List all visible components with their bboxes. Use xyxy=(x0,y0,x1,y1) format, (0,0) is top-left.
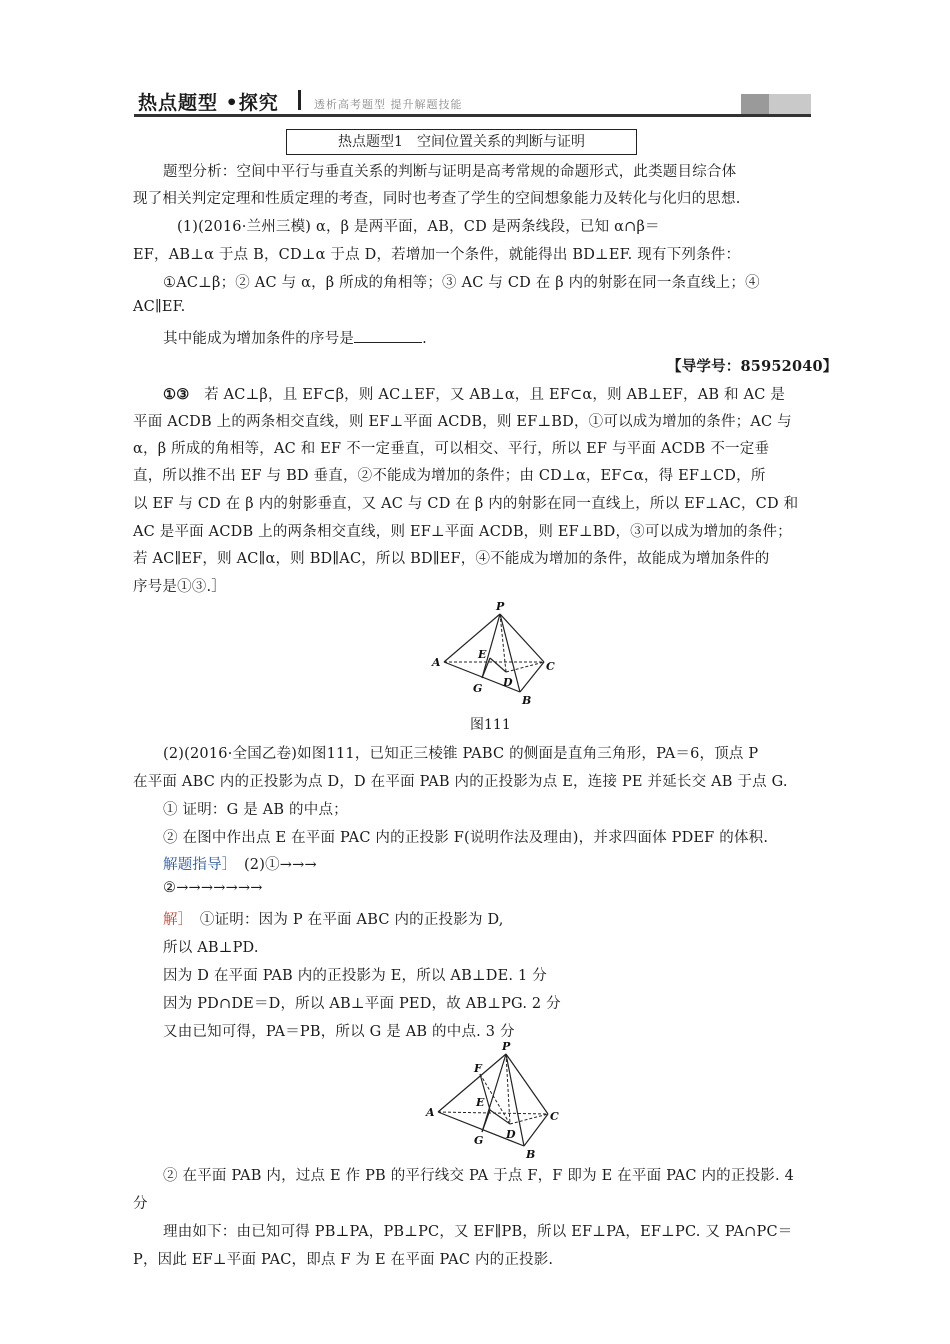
label-a: A xyxy=(432,656,441,669)
label-b: B xyxy=(526,1148,536,1160)
header-rule xyxy=(134,114,811,117)
text-line: EF，AB⊥α 于点 B，CD⊥α 于点 D，若增加一个条件，就能得出 BD⊥EF. 现有下列条件： xyxy=(133,247,741,263)
label-c: C xyxy=(546,660,555,673)
text-line: α，β 所成的角相等，AC 和 EF 不一定垂直，可以相交、平行，所以 EF 与平面 ACDB 不一定垂 xyxy=(133,441,770,457)
text-line: (2)(2016·全国乙卷)如图111，已知正三棱锥 PABC 的侧面是直角三角形，PA＝6，顶点 P xyxy=(163,746,759,762)
label-d: D xyxy=(503,676,513,689)
hint-line-2: ②→→→→→→→ xyxy=(163,880,263,896)
text-line: 因为 PD∩DE＝D，所以 AB⊥平面 PED，故 AB⊥PG. 2 分 xyxy=(163,996,561,1012)
text-line: ② 在图中作出点 E 在平面 PAC 内的正投影 F(说明作法及理由)，并求四面体 PDEF 的体积. xyxy=(163,830,769,846)
text-line: P，因此 EF⊥平面 PAC，即点 F 为 E 在平面 PAC 内的正投影. xyxy=(133,1252,554,1268)
label-p: P xyxy=(496,600,505,613)
text-line: 因为 D 在平面 PAB 内的正投影为 E，所以 AB⊥DE. 1 分 xyxy=(163,968,547,984)
label-d: D xyxy=(506,1128,516,1141)
pyramid-figure-1 xyxy=(426,600,566,710)
label-e: E xyxy=(478,648,487,661)
text-line: 序号是①③.］ xyxy=(133,579,227,595)
text-line: 又由已知可得，PA＝PB，所以 G 是 AB 的中点. 3 分 xyxy=(163,1024,515,1040)
text-line: 以 EF 与 CD 在 β 内的射影垂直，又 AC 与 CD 在 β 内的射影在同一直线上，所以 EF⊥AC，CD 和 xyxy=(133,496,799,512)
text-line: AC 是平面 ACDB 上的两条相交直线，则 EF⊥平面 ACDB，则 EF⊥BD，③可以成为增加的条件； xyxy=(133,524,792,540)
text-line: 直，所以推不出 EF 与 BD 垂直，②不能成为增加的条件；由 CD⊥α，EF⊂α，得 EF⊥CD，所 xyxy=(133,468,766,484)
answer-key: ①③ xyxy=(163,386,190,403)
question-prompt xyxy=(163,327,427,348)
hint-label: 解题指导］ xyxy=(163,857,230,873)
pyramid-figure-2 xyxy=(420,1040,570,1160)
hint-text: (2)①→→→ xyxy=(229,857,317,873)
text-line: 平面 ACDB 上的两条相交直线，则 EF⊥平面 ACDB，则 EF⊥BD，①可以成为增加的条件；AC 与 xyxy=(133,414,792,430)
text-line: 在平面 ABC 内的正投影为点 D，D 在平面 PAB 内的正投影为点 E，连接 PE 并延长交 AB 于点 G. xyxy=(133,774,788,790)
text-line: 所以 AB⊥PD. xyxy=(163,940,259,956)
header-divider xyxy=(298,90,301,110)
header-decoration-dark xyxy=(741,94,769,114)
text-line: AC∥EF. xyxy=(133,299,186,315)
answer-blank xyxy=(354,329,422,343)
header-decoration-light xyxy=(769,94,811,114)
text-line: ① 证明：G 是 AB 的中点； xyxy=(163,802,348,818)
prompt-end: . xyxy=(422,331,427,347)
solution-line xyxy=(163,908,504,929)
text-line: (1)(2016·兰州三模) α，β 是两平面，AB，CD 是两条线段，已知 α∩β＝ xyxy=(177,219,660,235)
section-title: 热点题型 •探究 xyxy=(138,92,279,114)
label-f: F xyxy=(474,1062,482,1075)
section-subtitle: 透析高考题型 提升解题技能 xyxy=(314,98,463,111)
text-line: ①AC⊥β；② AC 与 α，β 所成的角相等；③ AC 与 CD 在 β 内的射影在同一条直线上；④ xyxy=(163,275,760,291)
label-g: G xyxy=(474,1134,484,1147)
solution-text: ①证明：因为 P 在平面 ABC 内的正投影为 D, xyxy=(185,912,504,928)
text-line: 现了相关判定定理和性质定理的考查，同时也考查了学生的空间想象能力及转化与化归的思想. xyxy=(133,191,741,207)
text-line: 分 xyxy=(133,1196,148,1212)
figure-caption: 图111 xyxy=(470,717,511,733)
answer-line xyxy=(163,383,785,404)
hint-line xyxy=(163,853,317,874)
solution-label: 解］ xyxy=(163,912,186,928)
text-line: ② 在平面 PAB 内，过点 E 作 PB 的平行线交 PA 于点 F，F 即为 E 在平面 PAC 内的正投影. 4 xyxy=(163,1168,795,1184)
topic-title-box: 热点题型1 空间位置关系的判断与证明 xyxy=(286,129,637,155)
label-b: B xyxy=(522,694,532,707)
text-line: 题型分析：空间中平行与垂直关系的判断与证明是高考常规的命题形式，此类题目综合体 xyxy=(163,164,737,180)
text-line: 若 AC∥EF，则 AC∥α，则 BD∥AC，所以 BD∥EF，④不能成为增加的条件，故能成为增加条件的 xyxy=(133,551,770,567)
label-a: A xyxy=(426,1106,435,1119)
guide-number: 【导学号：85952040】 xyxy=(667,358,838,375)
text-line: 理由如下：由已知可得 PB⊥PA，PB⊥PC，又 EF∥PB，所以 EF⊥PA，EF⊥PC. 又 PA∩PC＝ xyxy=(163,1224,793,1240)
label-c: C xyxy=(550,1110,559,1123)
answer-text: 若 AC⊥β，且 EF⊂β，则 AC⊥EF，又 AB⊥α，且 EF⊂α，则 AB⊥EF，AB 和 AC 是 xyxy=(189,387,786,403)
label-e: E xyxy=(476,1096,485,1109)
label-p: P xyxy=(502,1040,511,1053)
prompt-text: 其中能成为增加条件的序号是 xyxy=(163,331,355,347)
label-g: G xyxy=(473,682,483,695)
